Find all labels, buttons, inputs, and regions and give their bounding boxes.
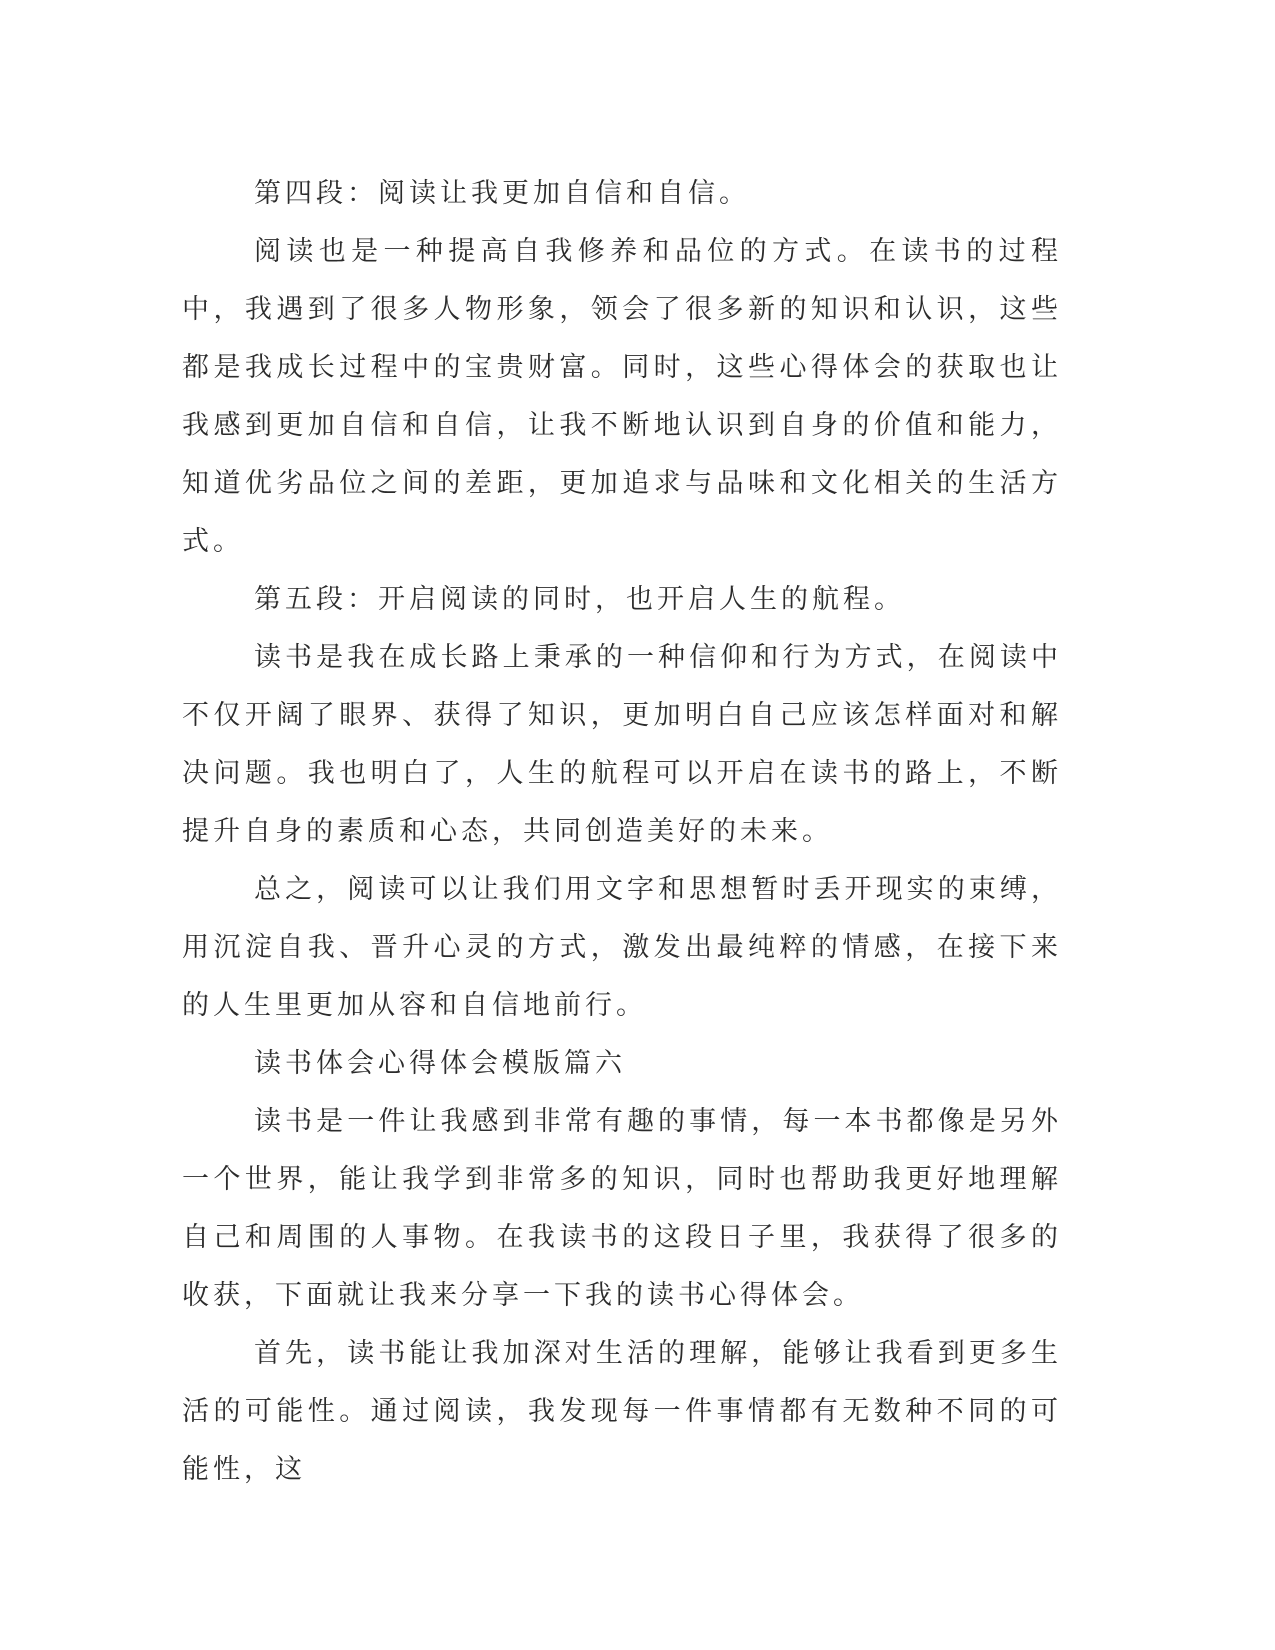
section-heading-4: 第四段：阅读让我更加自信和自信。 [254,178,750,209]
paragraph: 读书是一件让我感到非常有趣的事情，每一本书都像是另外一个世界，能让我学到非常多的知识，同时也帮助我更好地理解自己和周围的人事物。在我读书的这段日子里，我获得了很多的收获，下面就让我来分享一下我的读书心得体会。 [182,1106,1062,1311]
paragraph: 阅读也是一种提高自我修养和品位的方式。在读书的过程中，我遇到了很多人物形象，领会了很多新的知识和认识，这些都是我成长过程中的宝贵财富。同时，这些心得体会的获取也让我感到更加自信和自信，让我不断地认识到自身的价值和能力，知道优劣品位之间的差距，更加追求与品味和文化相关的生活方式。 [182,236,1062,557]
paragraph: 读书是我在成长路上秉承的一种信仰和行为方式，在阅读中不仅开阔了眼界、获得了知识，更加明白自己应该怎样面对和解决问题。我也明白了，人生的航程可以开启在读书的路上，不断提升自身的素质和心态，共同创造美好的未来。 [182,642,1062,847]
document-body [182,165,1062,1499]
section-heading-5: 第五段：开启阅读的同时，也开启人生的航程。 [254,584,905,615]
paragraph: 首先，读书能让我加深对生活的理解，能够让我看到更多生活的可能性。通过阅读，我发现每一件事情都有无数种不同的可能性，这 [182,1338,1062,1485]
paragraph: 总之，阅读可以让我们用文字和思想暂时丢开现实的束缚，用沉淀自我、晋升心灵的方式，激发出最纯粹的情感，在接下来的人生里更加从容和自信地前行。 [182,874,1062,1021]
article-title: 读书体会心得体会模版篇六 [254,1048,626,1079]
